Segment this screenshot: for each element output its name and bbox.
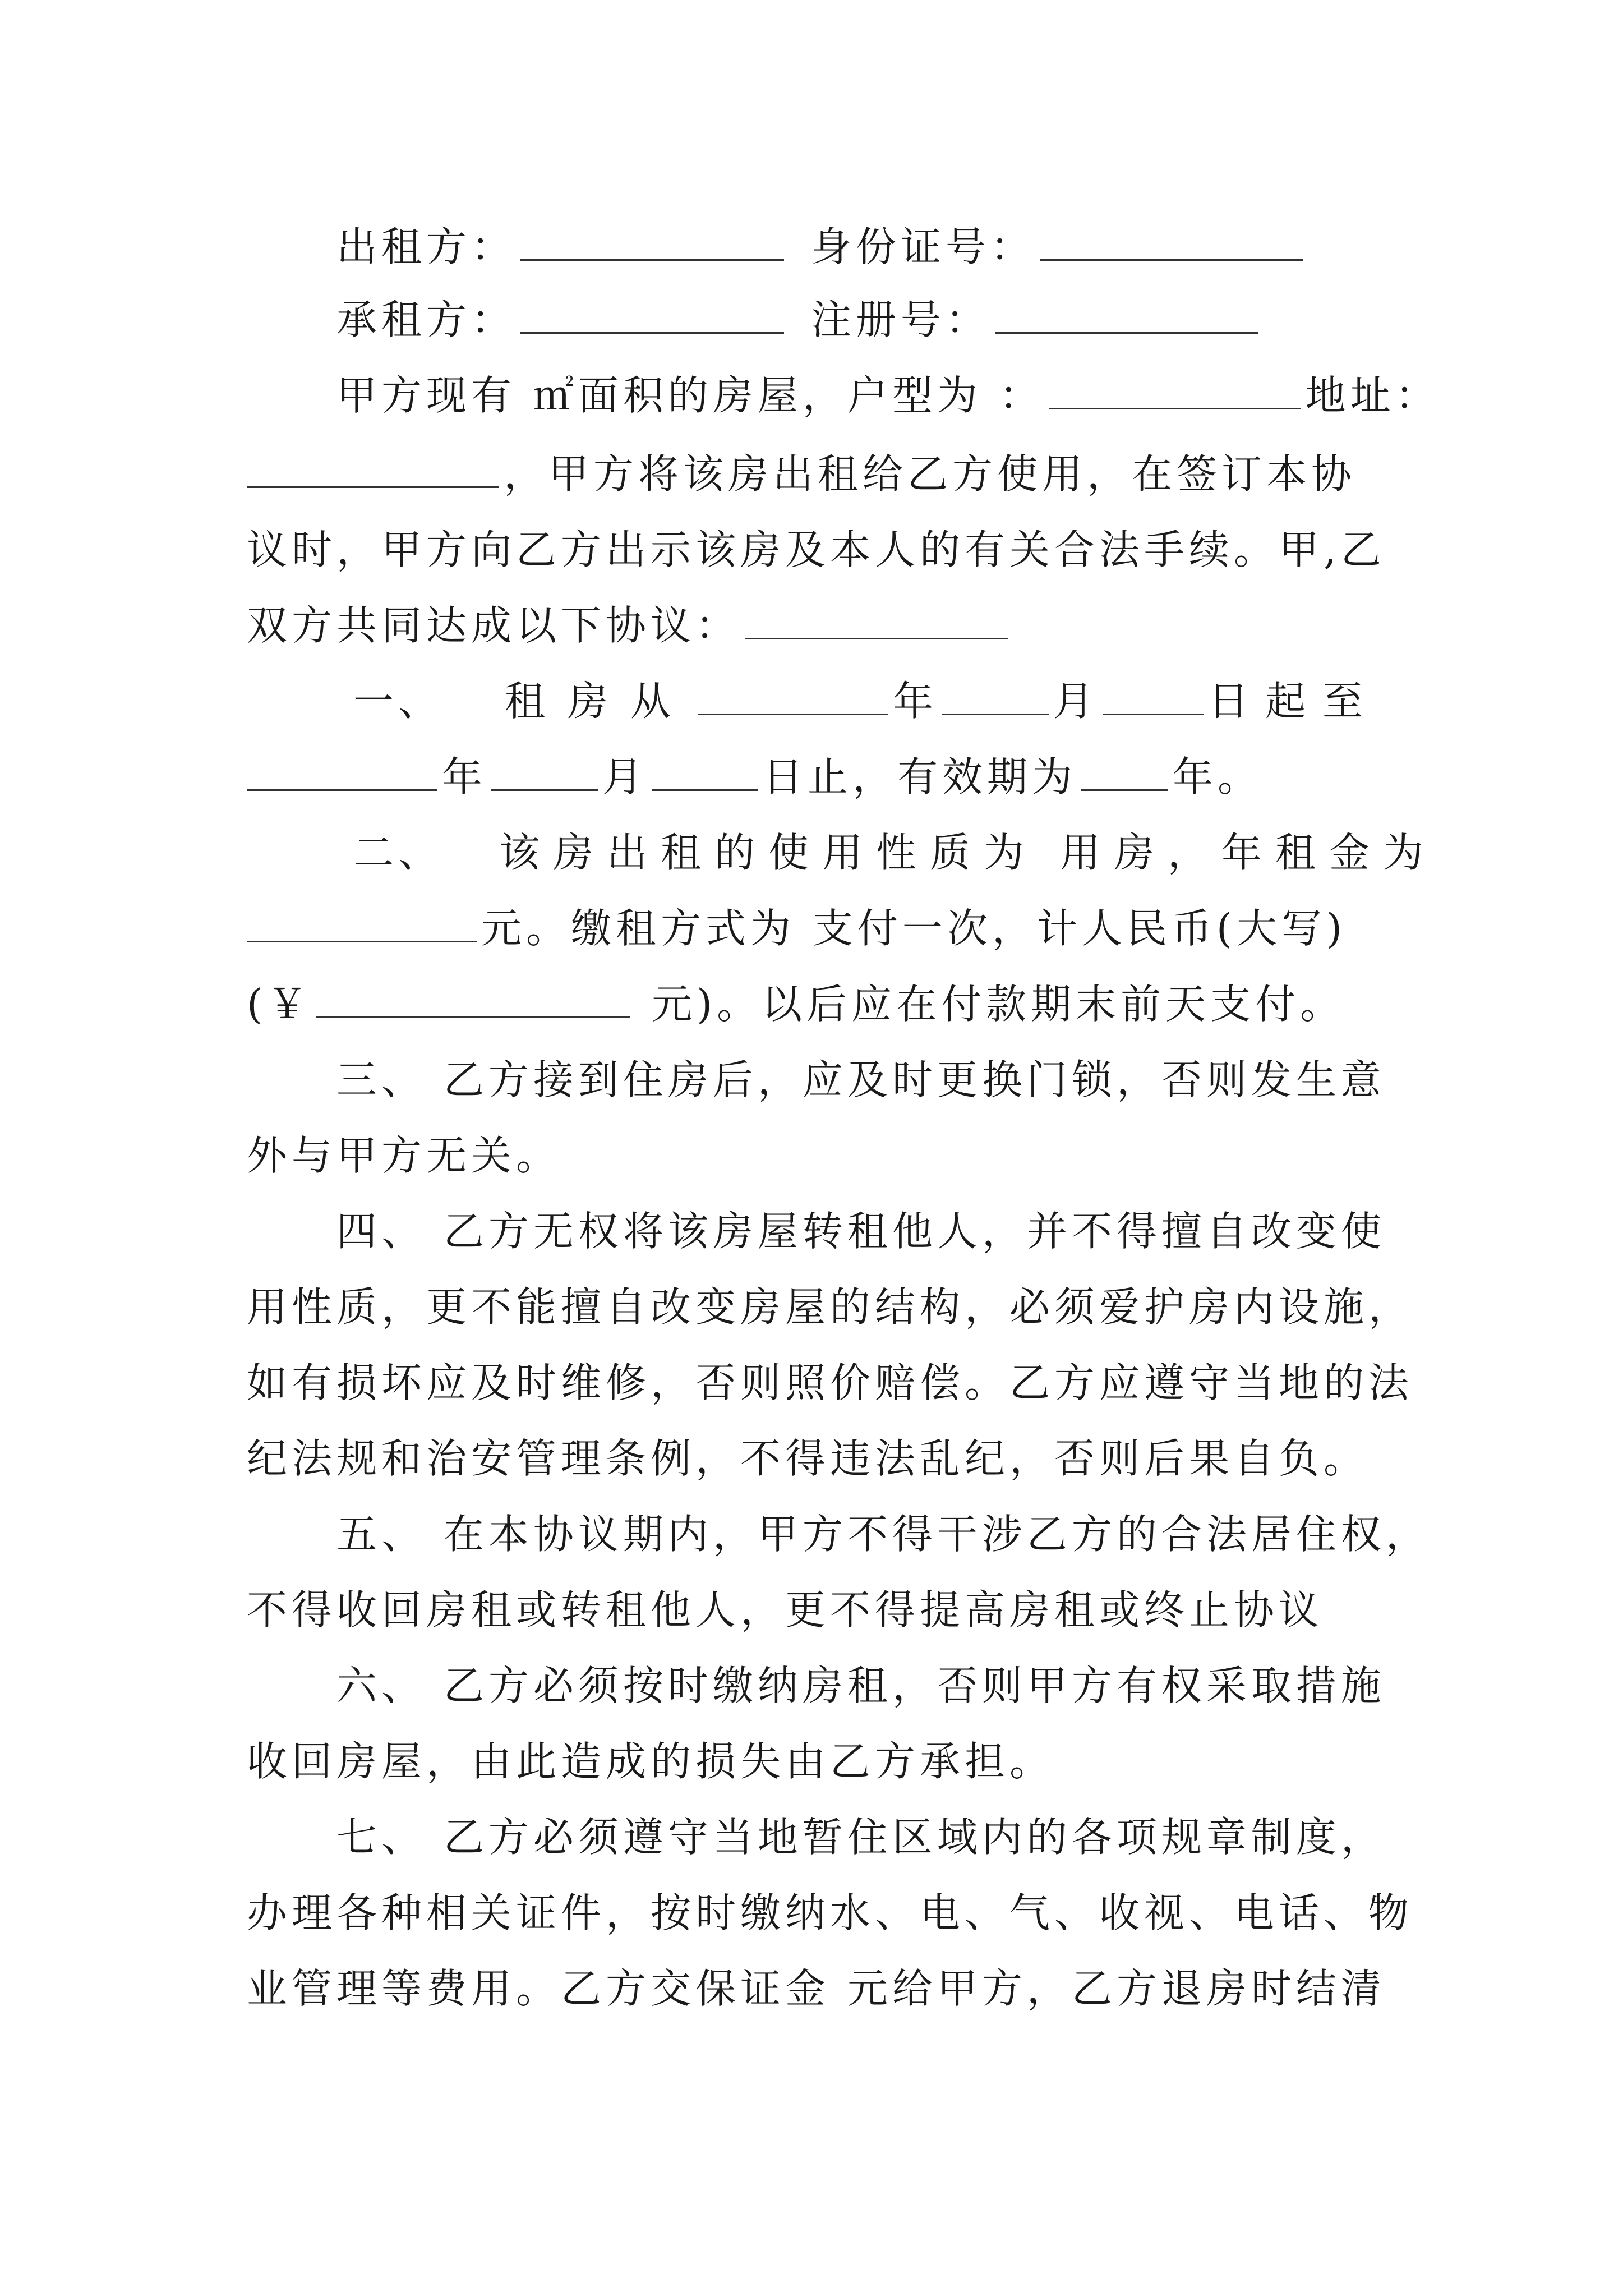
id-number-label: 身份证号： (811, 223, 1036, 270)
clause-text: 纪法规和治安管理条例，不得违法乱纪，否则后果自负。 (247, 1435, 1369, 1482)
day-blank (1103, 673, 1204, 715)
clause-number: 二、 (353, 829, 444, 876)
clause-text: 不得收回房租或转租他人，更不得提高房租或终止协议 (247, 1586, 1324, 1634)
clause-text: 月 (602, 753, 648, 800)
lessor-line (336, 208, 1391, 286)
clause-4-line (247, 1419, 1391, 1498)
clause-text: 年。 (1173, 753, 1263, 800)
clause-7-line (336, 1798, 1391, 1876)
clause-4-line (336, 1192, 1391, 1271)
clause-text: 日止，有效期为 (763, 753, 1077, 800)
clause-number: 一、 (353, 678, 444, 725)
lessee-blank (520, 292, 784, 334)
address-label: 地址： (1305, 372, 1440, 419)
clause-2-line (353, 813, 1437, 892)
clause-text: 年 (442, 753, 487, 800)
clause-text: 租房从 (505, 678, 694, 725)
property-text: 甲方现有 ㎡面积的房屋，户型为 ： (336, 372, 1044, 419)
agreement-blank (745, 597, 1008, 639)
clause-7-line (247, 1949, 1391, 2028)
end-year-blank (247, 749, 437, 791)
lessee-label: 承租方： (336, 296, 517, 343)
clause-text: 该房出租的使用性质为 (499, 829, 1038, 876)
clause-text: 元)。以后应在付款期末前天支付。 (652, 981, 1345, 1028)
clause-text: 收回房屋，由此造成的损失由乙方承担。 (247, 1738, 1055, 1785)
clause-1-line (247, 738, 1391, 816)
id-number-blank (1040, 219, 1303, 261)
paragraph-line (247, 510, 1391, 589)
registration-label: 注册号： (811, 296, 991, 343)
address-blank (247, 446, 499, 488)
clause-3-line (247, 1116, 1391, 1195)
clause-text: 五、 在本协议期内，甲方不得干涉乙方的合法居住权， (336, 1511, 1431, 1558)
paragraph-line (247, 435, 1391, 513)
clause-3-line (336, 1041, 1391, 1119)
clause-6-line (247, 1722, 1391, 1801)
paragraph-line (247, 586, 1391, 665)
clause-text: 办理各种相关证件，按时缴纳水、电、气、收视、电话、物 (247, 1889, 1414, 1936)
clause-5-line (336, 1495, 1431, 1573)
layout-blank (1049, 367, 1301, 409)
clause-text: (￥ (247, 981, 312, 1028)
clause-text: 日起至 (1208, 678, 1380, 725)
lessee-line (336, 280, 1391, 359)
clause-7-line (247, 1874, 1414, 1952)
clause-4-line (247, 1343, 1414, 1422)
registration-blank (995, 292, 1258, 334)
term-blank (1081, 749, 1168, 791)
clause-2-line (247, 965, 1391, 1043)
property-line (336, 356, 1440, 435)
clause-1-line (353, 662, 1391, 740)
paragraph-text: ，甲方将该房出租给乙方使用，在签订本协 (504, 450, 1357, 498)
clause-text: 用性质，更不能擅自改变房屋的结构，必须爱护房内设施， (247, 1283, 1414, 1331)
clause-text: 如有损坏应及时维修，否则照价赔偿。乙方应遵守当地的法 (247, 1359, 1414, 1406)
rent-blank (247, 900, 477, 942)
paragraph-text: 议时，甲方向乙方出示该房及本人的有关合法手续。甲,乙 (247, 526, 1386, 573)
clause-2-line (247, 889, 1391, 968)
lessor-label: 出租方： (336, 223, 517, 270)
amount-blank (316, 976, 630, 1018)
clause-text: 年 (893, 678, 938, 725)
clause-text: 七、 乙方必须遵守当地暂住区域内的各项规章制度， (336, 1814, 1386, 1861)
month-blank (942, 673, 1049, 715)
clause-text: 月 (1053, 678, 1099, 725)
clause-text: 三、 乙方接到住房后，应及时更换门锁，否则发生意 (336, 1056, 1386, 1103)
end-day-blank (652, 749, 758, 791)
clause-text: 六、 乙方必须按时缴纳房租，否则甲方有权采取措施 (336, 1662, 1386, 1709)
clause-6-line (336, 1646, 1391, 1725)
end-month-blank (491, 749, 598, 791)
clause-text: 元。缴租方式为 支付一次，计人民币(大写) (481, 905, 1347, 952)
paragraph-text: 双方共同达成以下协议： (247, 602, 741, 649)
clause-text: 用房，年租金为 (1060, 829, 1437, 876)
clause-4-line (247, 1268, 1414, 1346)
year-blank (698, 673, 888, 715)
clause-5-line (247, 1571, 1391, 1649)
lessor-blank (520, 219, 784, 261)
clause-text: 外与甲方无关。 (247, 1132, 561, 1179)
clause-text: 业管理等费用。乙方交保证金 元给甲方，乙方退房时结清 (247, 1965, 1386, 2012)
clause-text: 四、 乙方无权将该房屋转租他人，并不得擅自改变使 (336, 1208, 1386, 1255)
